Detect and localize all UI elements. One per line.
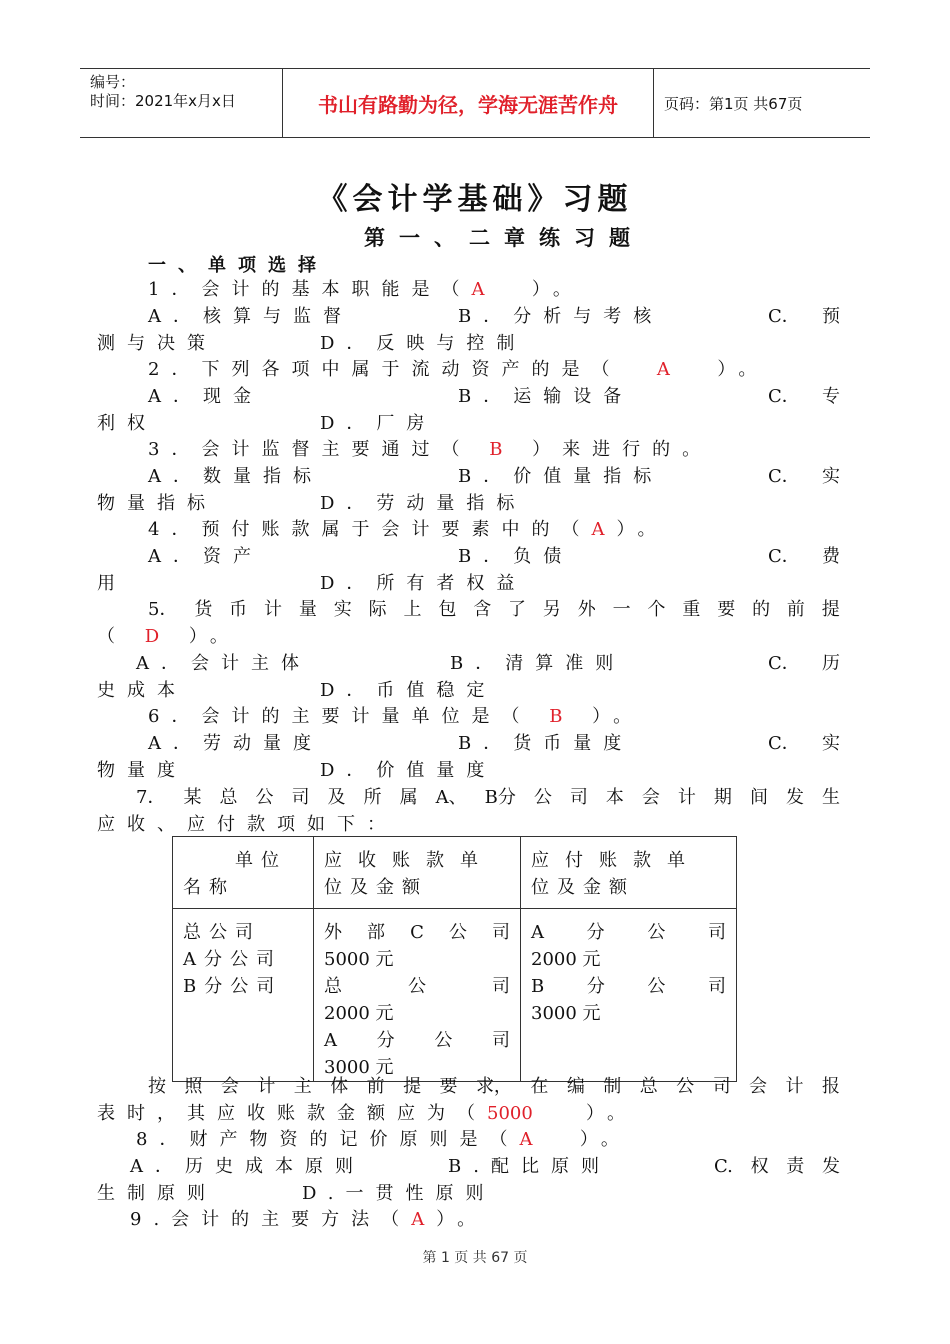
doc-number-label: 编号：: [90, 73, 136, 91]
option-c-tail: 用: [97, 573, 127, 594]
answer: B: [489, 439, 515, 460]
answer: D: [144, 626, 172, 647]
header-text: 名称: [183, 877, 235, 898]
option-c-head: C. 权 责 发: [714, 1156, 840, 1177]
option-c-tail: 测与决策: [97, 333, 217, 354]
question-9: [130, 1208, 487, 1232]
cell-text: 总公司: [183, 922, 261, 943]
cell-text: 2000 元: [531, 949, 601, 970]
cell-text: 5000 元: [324, 949, 394, 970]
option-d: D．所有者权益: [320, 573, 527, 594]
option-b: B．货币量度: [458, 733, 634, 754]
option-d: D．厂房: [320, 413, 437, 434]
doc-date: 时间：2021年x月x日: [90, 92, 236, 110]
question-7-stem-line2: 应收、应付款项如下：: [97, 814, 397, 835]
table-cell: [314, 909, 521, 1082]
option-c-tail: 生制原则: [97, 1183, 217, 1204]
option-b: B.配比原则: [448, 1156, 611, 1177]
option-c-head: C． 专: [768, 386, 840, 407]
option-c-head: C． 实: [768, 466, 840, 487]
question-tail: ）。: [436, 1209, 488, 1230]
question-3: [148, 438, 712, 462]
option-c-head: C． 实: [768, 733, 840, 754]
option-a: A．资产: [148, 546, 263, 567]
answer: A: [471, 279, 497, 300]
question-stem: 9.会计的主要方法（: [130, 1209, 412, 1230]
header-text: 应付账款单: [531, 850, 701, 871]
question-7-after-line2: [97, 1102, 637, 1126]
header-text: 位及金额: [531, 877, 635, 898]
table-header-row: [173, 837, 737, 909]
question-4: [148, 518, 667, 542]
cell-text: A分公司: [183, 949, 282, 970]
header-text: 位及金额: [324, 877, 428, 898]
cell-text: 总 公 司: [324, 976, 510, 997]
receivables-table: [172, 836, 737, 1082]
header-motto: 书山有路勤为径，学海无涯苦作舟: [282, 69, 654, 137]
option-d: D．劳动量指标: [320, 493, 527, 514]
question-stem: 6．会计的主要计量单位是（: [148, 706, 532, 727]
question-tail: ）。: [717, 359, 769, 380]
question-6: [148, 705, 643, 729]
question-tail: ）。: [585, 1103, 637, 1124]
option-a: A．核算与监督: [148, 306, 353, 327]
option-c-tail: 物量度: [97, 760, 187, 781]
answer: A: [591, 519, 617, 540]
question-stem: 2．下列各项中属于流动资产的是（: [148, 359, 622, 380]
table-header-cell: [173, 837, 314, 909]
cell-text: A 分 公 司: [531, 922, 726, 943]
option-b: B．运输设备: [458, 386, 634, 407]
table-header-cell: [314, 837, 521, 909]
question-stem: 1．会计的基本职能是（: [148, 279, 472, 300]
answer: 5000: [487, 1103, 533, 1124]
header-meta: [90, 73, 236, 111]
question-2: [148, 358, 768, 382]
option-b: B．分析与考核: [458, 306, 664, 327]
cell-text: B分公司: [183, 976, 283, 997]
answer: A: [411, 1209, 437, 1230]
option-c-tail: 利权: [97, 413, 157, 434]
answer: A: [656, 359, 682, 380]
option-c-head: C． 预: [768, 306, 840, 327]
option-b: B．清算准则: [450, 653, 626, 674]
question-stem: 3．会计监督主要通过（: [148, 439, 472, 460]
option-c-tail: 物量指标: [97, 493, 217, 514]
question-tail: ）。: [592, 706, 644, 727]
option-c-head: C． 费: [768, 546, 840, 567]
question-8: [136, 1128, 631, 1152]
open-bracket: （: [97, 626, 127, 647]
question-tail: ）来进行的。: [532, 439, 713, 460]
section-heading: 一、单项选择: [148, 255, 328, 276]
table-row: [173, 909, 737, 1082]
question-stem: 表时，其应收账款金额应为（: [97, 1103, 487, 1124]
question-7-after-line1: 按 照 会 计 主 体 前 提 要 求， 在 编 制 总 公 司 会 计 报: [148, 1076, 840, 1097]
doc-subtitle: 第一、二章练习题: [364, 225, 644, 250]
cell-text: 3000 元: [531, 1003, 601, 1024]
header-text: 单位: [235, 850, 287, 871]
option-d: D．价值量度: [320, 760, 497, 781]
question-1: [148, 278, 583, 302]
option-a: A．现金: [148, 386, 263, 407]
option-c-tail: 史成本: [97, 680, 187, 701]
option-c-head: C． 历: [768, 653, 840, 674]
table-cell: [173, 909, 314, 1082]
page-header: [80, 68, 870, 138]
table-header-cell: [521, 837, 737, 909]
doc-title: 《会计学基础》习题: [317, 182, 633, 217]
question-tail: ）。: [531, 279, 583, 300]
option-a: A．会计主体: [136, 653, 311, 674]
cell-text: B 分 公 司: [531, 976, 726, 997]
question-7-stem-line1: 7． 某 总 公 司 及 所 属 A、 B分 公 司 本 会 计 期 间 发 生: [136, 787, 840, 808]
option-a: A．劳动量度: [148, 733, 323, 754]
question-tail: ）。: [616, 519, 668, 540]
cell-text: 外 部 C 公 司: [324, 922, 510, 943]
question-tail: ）。: [188, 626, 240, 647]
table-cell: [521, 909, 737, 1082]
option-a: A．数量指标: [148, 466, 323, 487]
option-d: D.一贯性原则: [302, 1183, 496, 1204]
option-a: A．历史成本原则: [130, 1156, 365, 1177]
question-5: 5． 货 币 计 量 实 际 上 包 含 了 另 外 一 个 重 要 的 前 提: [148, 599, 840, 620]
question-stem: 8．财产物资的记价原则是（: [136, 1129, 520, 1150]
cell-text: A 分 公 司: [324, 1030, 510, 1051]
option-d: D．反映与控制: [320, 333, 527, 354]
question-stem: 4．预付账款属于会计要素中的（: [148, 519, 592, 540]
question-5-answer-line: [97, 625, 240, 649]
cell-text: 3000 元: [324, 1057, 394, 1078]
question-tail: ）。: [579, 1129, 631, 1150]
header-page-info: 页码：第1页 共67页: [664, 94, 803, 113]
cell-text: 2000 元: [324, 1003, 394, 1024]
option-d: D．币值稳定: [320, 680, 497, 701]
header-text: 应收账款单: [324, 850, 494, 871]
answer: B: [549, 706, 575, 727]
option-b: B．负债: [458, 546, 574, 567]
page-footer: 第 1 页 共 67 页: [422, 1250, 528, 1266]
option-b: B．价值量指标: [458, 466, 664, 487]
answer: A: [519, 1129, 545, 1150]
